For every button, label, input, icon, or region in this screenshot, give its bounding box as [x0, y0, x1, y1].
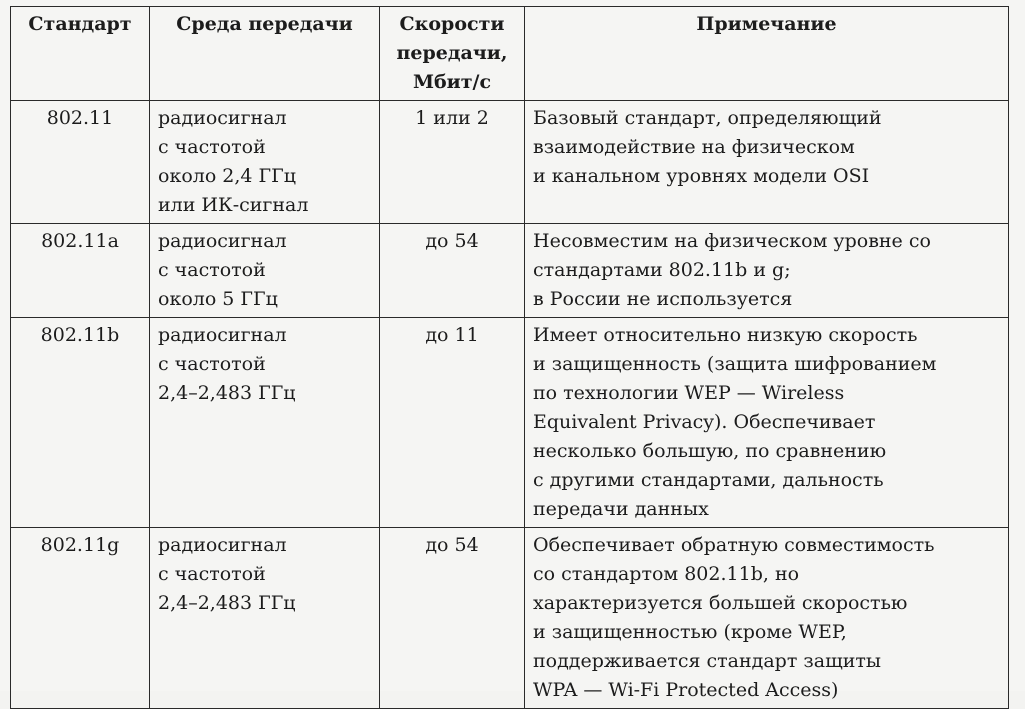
- cell-note: Несовместим на физическом уровне со стандартами 802.11b и g; в России не используется: [525, 224, 1009, 318]
- cell-standard: 802.11g: [11, 528, 150, 709]
- table-row: [11, 224, 1009, 318]
- cell-standard: 802.11: [11, 101, 150, 224]
- header-note: Примечание: [525, 7, 1009, 101]
- cell-speed: 1 или 2: [380, 101, 525, 224]
- table-row: [11, 528, 1009, 709]
- cell-medium: радиосигнал с частотой около 2,4 ГГц или ИК-сигнал: [150, 101, 380, 224]
- cell-speed: до 11: [380, 318, 525, 528]
- cell-speed: до 54: [380, 224, 525, 318]
- cell-medium: радиосигнал с частотой 2,4–2,483 ГГц: [150, 318, 380, 528]
- cell-medium: радиосигнал с частотой около 5 ГГц: [150, 224, 380, 318]
- header-medium: Среда передачи: [150, 7, 380, 101]
- header-speed: Скорости передачи, Мбит/с: [380, 7, 525, 101]
- cell-standard: 802.11a: [11, 224, 150, 318]
- cell-medium: радиосигнал с частотой 2,4–2,483 ГГц: [150, 528, 380, 709]
- table-header-row: [11, 7, 1009, 101]
- cell-speed: до 54: [380, 528, 525, 709]
- table-row: [11, 318, 1009, 528]
- cell-note: Обеспечивает обратную совместимость со стандартом 802.11b, но характеризуется большей скоростью и защищенностью (кроме WEP, поддерживается стандарт защиты WPA — Wi-Fi Protected Access): [525, 528, 1009, 709]
- cell-standard: 802.11b: [11, 318, 150, 528]
- cell-note: Базовый стандарт, определяющий взаимодействие на физическом и канальном уровнях модели OSI: [525, 101, 1009, 224]
- header-standard: Стандарт: [11, 7, 150, 101]
- cell-note: Имеет относительно низкую скорость и защищенность (защита шифрованием по технологии WEP — Wireless Equivalent Privacy). Обеспечивает несколько большую, по сравнению с другими стандартами, дальность передачи данных: [525, 318, 1009, 528]
- wifi-standards-table: [10, 6, 1009, 709]
- table-row: [11, 101, 1009, 224]
